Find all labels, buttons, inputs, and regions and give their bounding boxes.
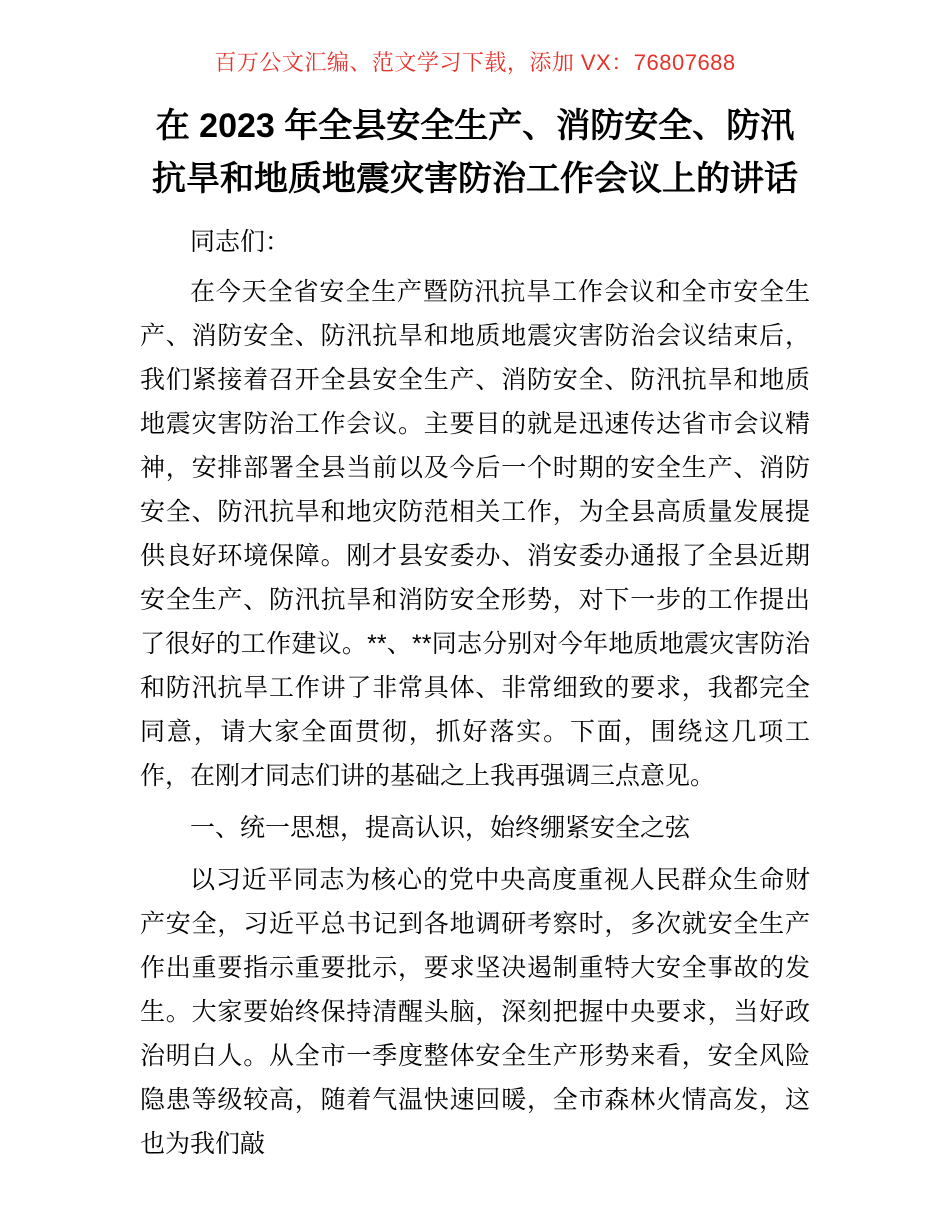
paragraph: 在今天全省安全生产暨防汛抗旱工作会议和全市安全生产、消防安全、防汛抗旱和地质地震灾害防治会议结束后，我们紧接着召开全县安全生产、消防安全、防汛抗旱和地质地震灾害防治工作会议。主要目的就是迅速传达省市会议精神，安排部署全县当前以及今后一个时期的安全生产、消防安全、防汛抗旱和地灾防范相关工作，为全县高质量发展提供良好环境保障。刚才县安委办、消安委办通报了全县近期安全生产、防汛抗旱和消防安全形势，对下一步的工作提出了很好的工作建议。**、**同志分别对今年地质地震灾害防治和防汛抗旱工作讲了非常具体、非常细致的要求，我都完全同意，请大家全面贯彻，抓好落实。下面，围绕这几项工作，在刚才同志们讲的基础之上我再强调三点意见。	[140, 278, 810, 790]
paragraph: 以习近平同志为核心的党中央高度重视人民群众生命财产安全，习近平总书记到各地调研考察时，多次就安全生产作出重要指示重要批示，要求坚决遏制重特大安全事故的发生。大家要始终保持清醒头脑，深刻把握中央要求，当好政治明白人。从全市一季度整体安全生产形势来看，安全风险隐患等级较高，随着气温快速回暖，全市森林火情高发，这也为我们敲	[140, 866, 810, 1158]
salutation: 同志们：	[190, 228, 291, 256]
watermark-notice: 百万公文汇编、范文学习下载，添加 VX：76807688	[214, 50, 736, 75]
document-title: 在 2023 年全县安全生产、消防安全、防汛抗旱和地质地震灾害防治工作会议上的讲话	[152, 107, 798, 198]
document-body	[140, 220, 810, 1166]
section-heading: 一、统一思想，提高认识，始终绷紧安全之弦	[190, 814, 691, 842]
